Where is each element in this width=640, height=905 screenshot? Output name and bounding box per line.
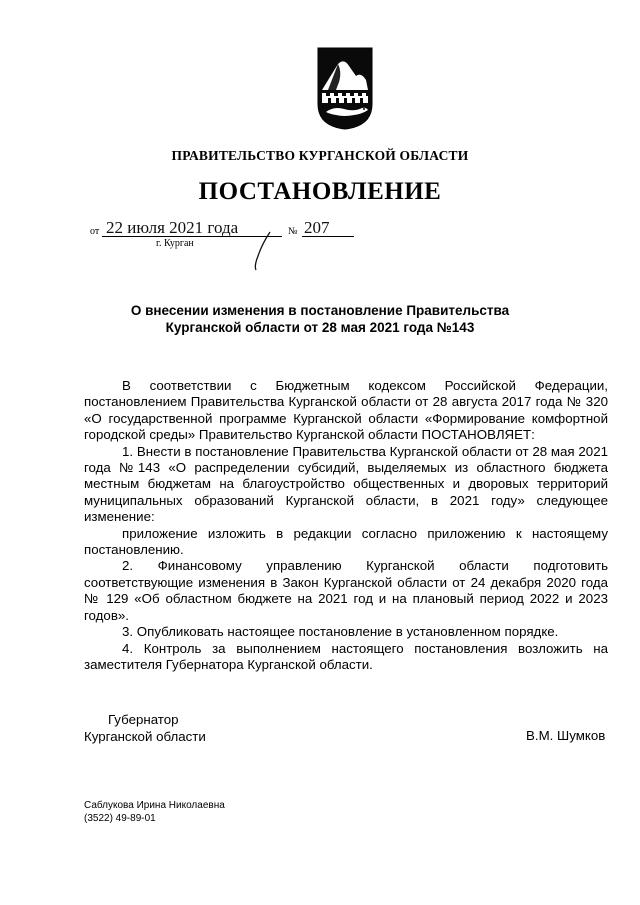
subject-line: О внесении изменения в постановление Правительства	[130, 303, 510, 318]
signer-position: Губернатор	[108, 712, 179, 727]
coat-of-arms-emblem	[316, 46, 374, 130]
body-paragraph: В соответствии с Бюджетным кодексом Российской Федерации, постановлением Правительства Курганской области от 28 августа 2017 года № 320 «О государственной программе Курганской области «Формирование комфортной городской среды» Правительство Курганской области ПОСТАНОВЛЯЕТ:	[84, 378, 608, 443]
executor-phone: (3522) 49-89-01	[84, 813, 156, 824]
executor-name: Саблукова Ирина Николаевна	[84, 800, 225, 811]
document-type-heading: ПОСТАНОВЛЕНИЕ	[198, 178, 442, 205]
signer-region: Курганской области	[84, 729, 206, 744]
signer-title	[84, 711, 206, 745]
body-paragraph: 1. Внести в постановление Правительства Курганской области от 28 мая 2021 года №143 «О распределении субсидий, выделяемых из областного бюджета местным бюджетам на благоустройство общественных и дворовых территорий муниципальных образований Курганской области, в 2021 году» следующее изменение:	[84, 443, 608, 525]
subject-line: Курганской области от 28 мая 2021 года №143	[165, 320, 475, 335]
government-title: ПРАВИТЕЛЬСТВО КУРГАНСКОЙ ОБЛАСТИ	[171, 148, 469, 163]
handwritten-date: 22 июля 2021 года	[106, 218, 239, 237]
body-paragraph: приложение изложить в редакции согласно приложению к настоящему постановлению.	[84, 525, 608, 558]
date-number-line	[90, 220, 370, 270]
document-subject	[0, 302, 640, 336]
document-body	[84, 378, 608, 673]
handwritten-number: 207	[304, 218, 330, 237]
date-prefix: от	[90, 226, 100, 237]
body-paragraph: 2. Финансовому управлению Курганской области подготовить соответствующие изменения в Закон Курганской области от 24 декабря 2020 года № 129 «Об областном бюджете на 2021 год и на плановый период 2022 и 2023 годов».	[84, 558, 608, 623]
number-label: №	[288, 226, 298, 237]
executor-contact	[84, 799, 225, 825]
body-paragraph: 3. Опубликовать настоящее постановление в установленном порядке.	[122, 624, 559, 640]
pen-stroke-mark	[240, 230, 280, 272]
place-of-issue: г. Курган	[156, 238, 194, 249]
body-paragraph: 4. Контроль за выполнением настоящего постановления возложить на заместителя Губернатора Курганской области.	[84, 640, 608, 672]
signer-name: В.М. Шумков	[526, 728, 606, 743]
